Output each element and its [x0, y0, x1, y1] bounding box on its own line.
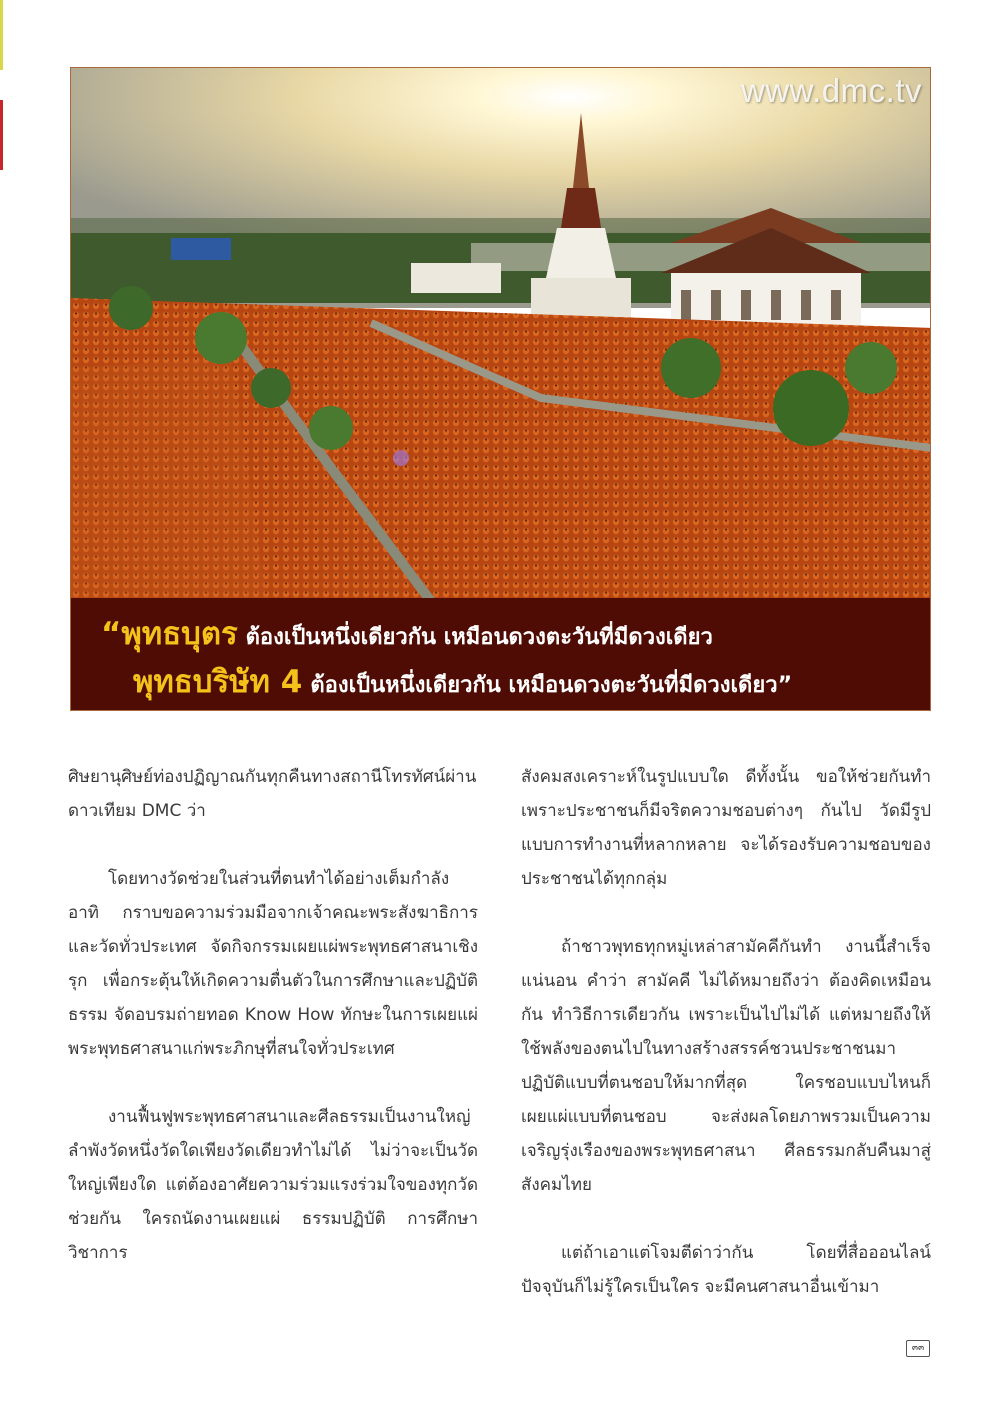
caption-line-1-highlight: “พุทธบุตร [101, 616, 238, 652]
caption-line-2 [133, 656, 792, 706]
right-paragraph-3: แต่ถ้าเอาแต่โจมตีด่าว่ากัน โดยที่สื่อออนไลน์ปัจจุบันก็ไม่รู้ใครเป็นใคร จะมีคนศาสนาอื่นเข้ามา [521, 1243, 931, 1297]
left-paragraph-2: โดยทางวัดช่วยในส่วนที่ตนทำได้อย่างเต็มกำลัง อาทิ กราบขอความร่วมมือจากเจ้าคณะพระสังฆาธิการและวัดทั่วประเทศ จัดกิจกรรมเผยแผ่พระพุทธศาสนาเชิงรุก เพื่อกระตุ้นให้เกิดความตื่นตัวในการศึกษาและปฏิบัติธรรม จัดอบรมถ่ายทอด Know How ทักษะในการเผยแผ่พระพุทธศาสนาแก่พระภิกษุที่สนใจทั่วประเทศ [68, 869, 478, 1059]
right-column [521, 760, 931, 1338]
left-paragraph-1: ศิษยานุศิษย์ท่องปฏิญาณกันทุกคืนทางสถานีโทรทัศน์ผ่านดาวเทียม DMC ว่า [68, 767, 477, 821]
caption-line-2-text: ต้องเป็นหนึ่งเดียวกัน เหมือนดวงตะวันที่มีดวงเดียว” [310, 673, 793, 698]
caption-line-2-highlight: พุทธบริษัท 4 [133, 664, 303, 700]
right-paragraph-1: สังคมสงเคราะห์ในรูปแบบใด ดีทั้งนั้น ขอให้ช่วยกันทำ เพราะประชาชนก็มีจริตความชอบต่างๆ กันไป วัดมีรูปแบบการทำงานที่หลากหลาย จะได้รองรับความชอบของประชาชนได้ทุกกลุ่ม [521, 767, 931, 889]
left-column [68, 760, 478, 1304]
photo-caption [71, 598, 930, 710]
left-paragraph-3: งานฟื้นฟูพระพุทธศาสนาและศีลธรรมเป็นงานใหญ่ ลำพังวัดหนึ่งวัดใดเพียงวัดเดียวทำไม่ได้ ไม่ว่าจะเป็นวัดใหญ่เพียงใด แต่ต้องอาศัยความร่วมแรงร่วมใจของทุกวัดช่วยกัน ใครถนัดงานเผยแผ่ ธรรมปฏิบัติ การศึกษา วิชาการ [68, 1107, 478, 1263]
watermark: www.dmc.tv [740, 72, 922, 109]
temple-photo [70, 67, 931, 711]
caption-line-1-text: ต้องเป็นหนึ่งเดียวกัน เหมือนดวงตะวันที่มีดวงเดียว [245, 625, 713, 650]
page-number: ๓๓ [906, 1340, 930, 1357]
edge-color-mark-top [0, 0, 3, 70]
caption-line-1 [101, 608, 713, 658]
right-paragraph-2: ถ้าชาวพุทธทุกหมู่เหล่าสามัคคีกันทำ งานนี้สำเร็จแน่นอน คำว่า สามัคคี ไม่ได้หมายถึงว่า ต้องคิดเหมือนกัน ทำวิธีการเดียวกัน เพราะเป็นไปไม่ได้ แต่หมายถึงให้ใช้พลังของตนไปในทางสร้างสรรค์ชวนประชาชนมาปฏิบัติแบบที่ตนชอบให้มากที่สุด ใครชอบแบบไหนก็เผยแผ่แบบที่ตนชอบ จะส่งผลโดยภาพรวมเป็นความเจริญรุ่งเรืองของพระพุทธศาสนา ศีลธรรมกลับคืนมาสู่สังคมไทย [521, 937, 931, 1195]
edge-color-mark-red [0, 100, 3, 170]
